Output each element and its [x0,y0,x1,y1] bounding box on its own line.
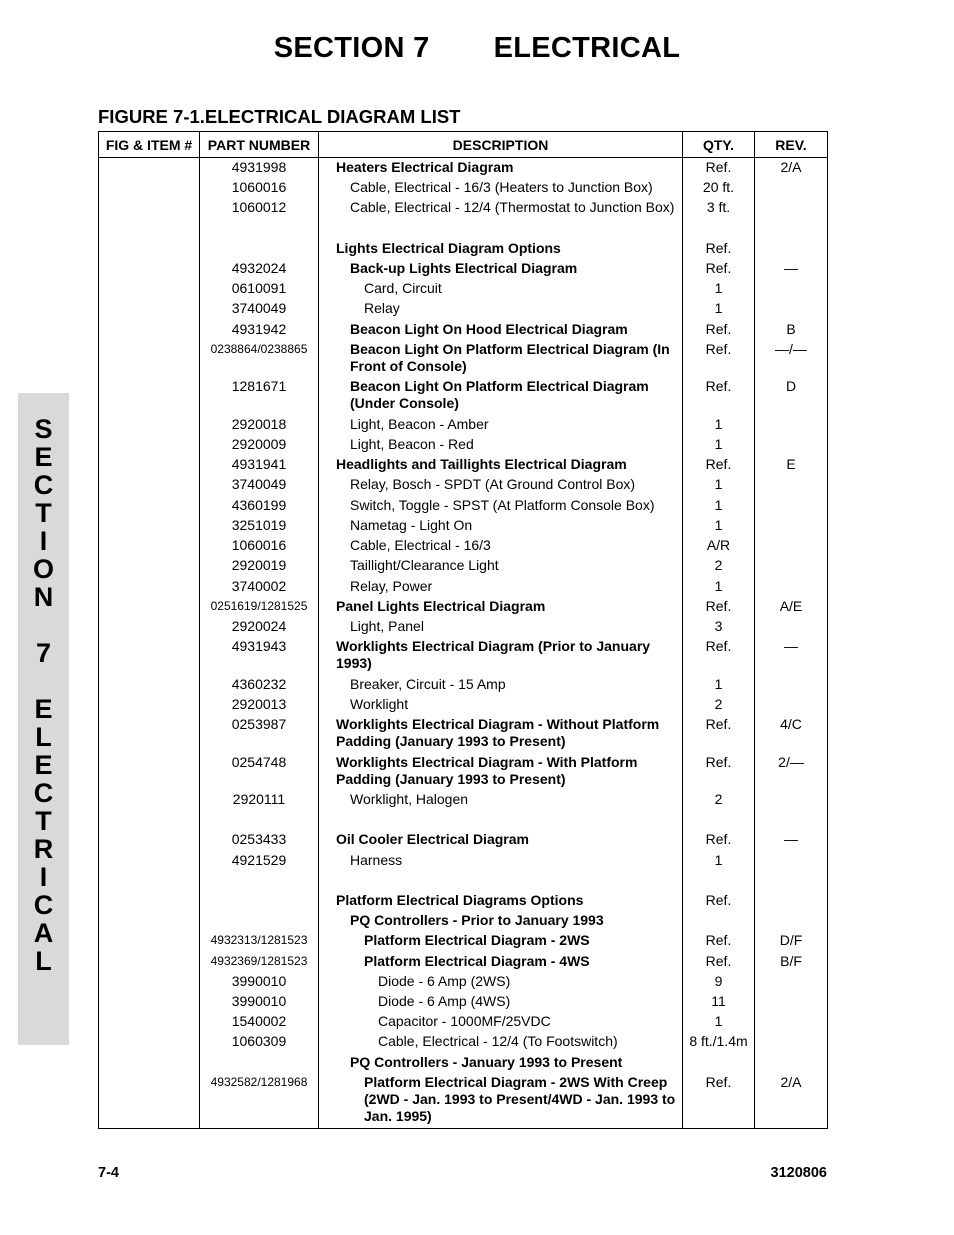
side-tab-letter: I [39,862,48,892]
table-cell [319,219,683,239]
table-cell [683,810,755,830]
part-number-cell: 1281671 [200,377,319,414]
qty-cell: 11 [683,992,755,1012]
description-cell: Platform Electrical Diagram - 2WS With Creep (2WD - Jan. 1993 to Present/4WD - Jan. 1993 to Jan. 1995) [319,1073,683,1128]
table-cell [200,1128,319,1129]
section-number: SECTION 7 [273,32,430,64]
qty-cell: Ref. [683,952,755,972]
table-row [99,475,828,495]
table-spacer-row [99,810,828,830]
table-cell [319,871,683,891]
fig-item-cell [99,516,200,536]
fig-item-cell [99,556,200,576]
part-number-cell: 0253433 [200,830,319,850]
description-cell: Card, Circuit [319,279,683,299]
part-number-cell: 0253987 [200,715,319,752]
description-cell: Platform Electrical Diagram - 2WS [319,931,683,951]
qty-cell: Ref. [683,455,755,475]
fig-item-cell [99,675,200,695]
table-row [99,377,828,414]
description-cell: Diode - 6 Amp (4WS) [319,992,683,1012]
table-cell [755,1128,828,1129]
rev-cell [755,435,828,455]
table-row [99,972,828,992]
rev-cell: 4/C [755,715,828,752]
description-cell: Cable, Electrical - 16/3 (Heaters to Junction Box) [319,178,683,198]
section-side-tab [18,393,69,1045]
table-spacer-row [99,871,828,891]
table-row [99,320,828,340]
part-number-cell: 3740049 [200,299,319,319]
fig-item-cell [99,158,200,179]
part-number-cell: 3990010 [200,972,319,992]
fig-item-cell [99,1053,200,1073]
table-cell [755,810,828,830]
fig-item-cell [99,577,200,597]
rev-cell [755,299,828,319]
table-row [99,992,828,1012]
table-row [99,299,828,319]
rev-cell [755,279,828,299]
qty-cell: Ref. [683,753,755,790]
rev-cell [755,496,828,516]
description-cell: Headlights and Taillights Electrical Diagram [319,455,683,475]
fig-item-cell [99,931,200,951]
qty-cell: 1 [683,415,755,435]
table-filler-row [99,1128,828,1129]
side-tab-letter: R [33,834,54,864]
table-cell [99,1128,200,1129]
part-number-cell: 2920019 [200,556,319,576]
rev-cell [755,675,828,695]
table-row [99,715,828,752]
section-name: ELECTRICAL [493,32,681,64]
table-row [99,577,828,597]
table-row [99,198,828,218]
rev-cell [755,1053,828,1073]
table-row [99,1032,828,1052]
part-number-cell: 2920018 [200,415,319,435]
description-cell: Worklight, Halogen [319,790,683,810]
part-number-cell: 4931998 [200,158,319,179]
qty-cell [683,911,755,931]
description-cell: Worklights Electrical Diagram - With Platform Padding (January 1993 to Present) [319,753,683,790]
fig-item-cell [99,259,200,279]
description-cell: Cable, Electrical - 12/4 (Thermostat to Junction Box) [319,198,683,218]
part-number-cell: 0254748 [200,753,319,790]
fig-item-cell [99,377,200,414]
fig-item-cell [99,320,200,340]
qty-cell: 1 [683,475,755,495]
fig-item-cell [99,753,200,790]
qty-cell: Ref. [683,715,755,752]
part-number-cell: 4931942 [200,320,319,340]
table-row [99,415,828,435]
part-number-cell [200,239,319,259]
table-row [99,617,828,637]
rev-cell: 2/A [755,158,828,179]
electrical-diagram-table [98,131,828,1129]
rev-cell [755,556,828,576]
rev-cell [755,239,828,259]
side-tab-letter: A [33,918,54,948]
qty-cell [683,1053,755,1073]
qty-cell: Ref. [683,158,755,179]
description-cell: Worklight [319,695,683,715]
table-row [99,536,828,556]
description-cell: Platform Electrical Diagrams Options [319,891,683,911]
table-cell [99,219,200,239]
rev-cell [755,1032,828,1052]
fig-item-cell [99,891,200,911]
part-number-cell: 2920009 [200,435,319,455]
qty-cell: 8 ft./1.4m [683,1032,755,1052]
col-header-fig-item: FIG & ITEM # [99,132,200,158]
table-row [99,952,828,972]
part-number-cell: 0610091 [200,279,319,299]
col-header-description: DESCRIPTION [319,132,683,158]
part-number-cell [200,1053,319,1073]
rev-cell: B/F [755,952,828,972]
qty-cell: A/R [683,536,755,556]
part-number-cell: 4932313/1281523 [200,931,319,951]
rev-cell [755,475,828,495]
qty-cell: 1 [683,851,755,871]
table-cell [683,219,755,239]
col-header-part-number: PART NUMBER [200,132,319,158]
side-tab-letter: T [35,806,52,836]
qty-cell: Ref. [683,637,755,674]
part-number-cell: 2920013 [200,695,319,715]
rev-cell [755,516,828,536]
side-tab-letter: C [33,778,54,808]
description-cell: Harness [319,851,683,871]
rev-cell: D [755,377,828,414]
table-row [99,637,828,674]
part-number-cell: 3990010 [200,992,319,1012]
fig-item-cell [99,851,200,871]
fig-item-cell [99,617,200,637]
fig-item-cell [99,952,200,972]
part-number-cell [200,911,319,931]
qty-cell: 20 ft. [683,178,755,198]
description-cell: Lights Electrical Diagram Options [319,239,683,259]
description-cell: Oil Cooler Electrical Diagram [319,830,683,850]
rev-cell [755,178,828,198]
description-cell: Breaker, Circuit - 15 Amp [319,675,683,695]
table-cell [319,1128,683,1129]
table-cell [200,871,319,891]
description-cell: Light, Panel [319,617,683,637]
part-number-cell: 4360232 [200,675,319,695]
table-row [99,851,828,871]
qty-cell: 2 [683,556,755,576]
fig-item-cell [99,972,200,992]
side-tab-letter: C [33,890,54,920]
rev-cell [755,1012,828,1032]
side-tab-letter: E [34,694,53,724]
qty-cell: Ref. [683,891,755,911]
fig-item-cell [99,637,200,674]
table-row [99,496,828,516]
rev-cell: A/E [755,597,828,617]
part-number-cell: 3740049 [200,475,319,495]
side-tab-letter: S [34,414,53,444]
rev-cell: —/— [755,340,828,377]
section-title [0,32,954,65]
part-number-cell: 3740002 [200,577,319,597]
part-number-cell: 1060309 [200,1032,319,1052]
rev-cell: B [755,320,828,340]
figure-title: FIGURE 7-1.ELECTRICAL DIAGRAM LIST [98,106,461,127]
table-cell [200,219,319,239]
description-cell: Beacon Light On Hood Electrical Diagram [319,320,683,340]
rev-cell: 2/A [755,1073,828,1128]
qty-cell: 3 [683,617,755,637]
table-row [99,158,828,179]
table-cell [755,219,828,239]
description-cell: Light, Beacon - Red [319,435,683,455]
description-cell: Relay [319,299,683,319]
side-tab-letter: T [35,498,52,528]
description-cell: PQ Controllers - January 1993 to Present [319,1053,683,1073]
table-row [99,556,828,576]
side-tab-letter: E [34,442,53,472]
qty-cell: 1 [683,496,755,516]
description-cell: Relay, Power [319,577,683,597]
table-header-row [99,132,828,158]
rev-cell: — [755,637,828,674]
qty-cell: Ref. [683,320,755,340]
rev-cell [755,790,828,810]
fig-item-cell [99,1073,200,1128]
table-spacer-row [99,219,828,239]
side-tab-letter: L [35,946,52,976]
qty-cell: Ref. [683,1073,755,1128]
fig-item-cell [99,415,200,435]
part-number-cell: 3251019 [200,516,319,536]
rev-cell [755,198,828,218]
table-row [99,891,828,911]
rev-cell: D/F [755,931,828,951]
description-cell: Taillight/Clearance Light [319,556,683,576]
page-number: 7-4 [98,1165,119,1181]
description-cell: Light, Beacon - Amber [319,415,683,435]
fig-item-cell [99,198,200,218]
table-cell [755,871,828,891]
fig-item-cell [99,496,200,516]
table-row [99,790,828,810]
description-cell: Relay, Bosch - SPDT (At Ground Control Box) [319,475,683,495]
description-cell: Nametag - Light On [319,516,683,536]
description-cell: Switch, Toggle - SPST (At Platform Console Box) [319,496,683,516]
qty-cell: 2 [683,695,755,715]
table-cell [99,871,200,891]
rev-cell [755,415,828,435]
part-number-cell: 4921529 [200,851,319,871]
rev-cell: — [755,259,828,279]
fig-item-cell [99,1012,200,1032]
qty-cell: Ref. [683,597,755,617]
side-tab-letter: C [33,470,54,500]
part-number-cell: 4360199 [200,496,319,516]
qty-cell: Ref. [683,340,755,377]
fig-item-cell [99,455,200,475]
qty-cell: Ref. [683,830,755,850]
part-number-cell: 1060016 [200,178,319,198]
part-number-cell: 0251619/1281525 [200,597,319,617]
description-cell: Panel Lights Electrical Diagram [319,597,683,617]
description-cell: Cable, Electrical - 16/3 [319,536,683,556]
side-tab-letter: L [35,722,52,752]
rev-cell [755,891,828,911]
qty-cell: Ref. [683,931,755,951]
fig-item-cell [99,279,200,299]
part-number-cell: 2920024 [200,617,319,637]
rev-cell [755,972,828,992]
rev-cell [755,577,828,597]
side-tab-letter: 7 [35,638,52,668]
rev-cell: 2/— [755,753,828,790]
part-number-cell: 4932582/1281968 [200,1073,319,1128]
rev-cell: — [755,830,828,850]
description-cell: Capacitor - 1000MF/25VDC [319,1012,683,1032]
rev-cell [755,851,828,871]
qty-cell: 1 [683,435,755,455]
part-number-cell: 1060016 [200,536,319,556]
description-cell: PQ Controllers - Prior to January 1993 [319,911,683,931]
qty-cell: 9 [683,972,755,992]
description-cell: Beacon Light On Platform Electrical Diagram (Under Console) [319,377,683,414]
qty-cell: 1 [683,577,755,597]
table-row [99,239,828,259]
part-number-cell: 4931943 [200,637,319,674]
table-row [99,695,828,715]
table-cell [319,810,683,830]
rev-cell [755,911,828,931]
fig-item-cell [99,435,200,455]
part-number-cell: 1540002 [200,1012,319,1032]
rev-cell [755,695,828,715]
fig-item-cell [99,239,200,259]
fig-item-cell [99,299,200,319]
description-cell: Platform Electrical Diagram - 4WS [319,952,683,972]
table-row [99,340,828,377]
table-cell [683,871,755,891]
qty-cell: 1 [683,279,755,299]
description-cell: Cable, Electrical - 12/4 (To Footswitch) [319,1032,683,1052]
table-row [99,1053,828,1073]
fig-item-cell [99,830,200,850]
table-row [99,435,828,455]
fig-item-cell [99,597,200,617]
table-row [99,516,828,536]
part-number-cell: 0238864/0238865 [200,340,319,377]
qty-cell: 1 [683,1012,755,1032]
table-row [99,178,828,198]
side-tab-letter: I [39,526,48,556]
document-number: 3120806 [770,1165,827,1181]
fig-item-cell [99,992,200,1012]
description-cell: Beacon Light On Platform Electrical Diagram (In Front of Console) [319,340,683,377]
table-row [99,259,828,279]
fig-item-cell [99,1032,200,1052]
rev-cell [755,992,828,1012]
table-row [99,753,828,790]
part-number-cell [200,891,319,911]
part-number-cell: 4931941 [200,455,319,475]
qty-cell: 1 [683,516,755,536]
fig-item-cell [99,475,200,495]
fig-item-cell [99,340,200,377]
fig-item-cell [99,715,200,752]
table-row [99,931,828,951]
qty-cell: Ref. [683,239,755,259]
part-number-cell: 1060012 [200,198,319,218]
fig-item-cell [99,695,200,715]
table-row [99,279,828,299]
fig-item-cell [99,790,200,810]
table-cell [99,810,200,830]
table-row [99,911,828,931]
description-cell: Worklights Electrical Diagram - Without Platform Padding (January 1993 to Present) [319,715,683,752]
part-number-cell: 4932024 [200,259,319,279]
qty-cell: 1 [683,299,755,319]
col-header-rev: REV. [755,132,828,158]
qty-cell: 1 [683,675,755,695]
description-cell: Heaters Electrical Diagram [319,158,683,179]
qty-cell: 3 ft. [683,198,755,218]
table-row [99,597,828,617]
fig-item-cell [99,178,200,198]
qty-cell: Ref. [683,377,755,414]
description-cell: Diode - 6 Amp (2WS) [319,972,683,992]
table-row [99,830,828,850]
table-cell [200,810,319,830]
table-cell [683,1128,755,1129]
description-cell: Worklights Electrical Diagram (Prior to January 1993) [319,637,683,674]
part-number-cell: 2920111 [200,790,319,810]
fig-item-cell [99,911,200,931]
table-row [99,1012,828,1032]
col-header-qty: QTY. [683,132,755,158]
rev-cell: E [755,455,828,475]
table-row [99,1073,828,1128]
fig-item-cell [99,536,200,556]
part-number-cell: 4932369/1281523 [200,952,319,972]
side-tab-letter: N [33,582,54,612]
description-cell: Back-up Lights Electrical Diagram [319,259,683,279]
rev-cell [755,536,828,556]
side-tab-letter: O [32,554,54,584]
rev-cell [755,617,828,637]
qty-cell: Ref. [683,259,755,279]
side-tab-letter: E [34,750,53,780]
qty-cell: 2 [683,790,755,810]
table-row [99,455,828,475]
table-row [99,675,828,695]
